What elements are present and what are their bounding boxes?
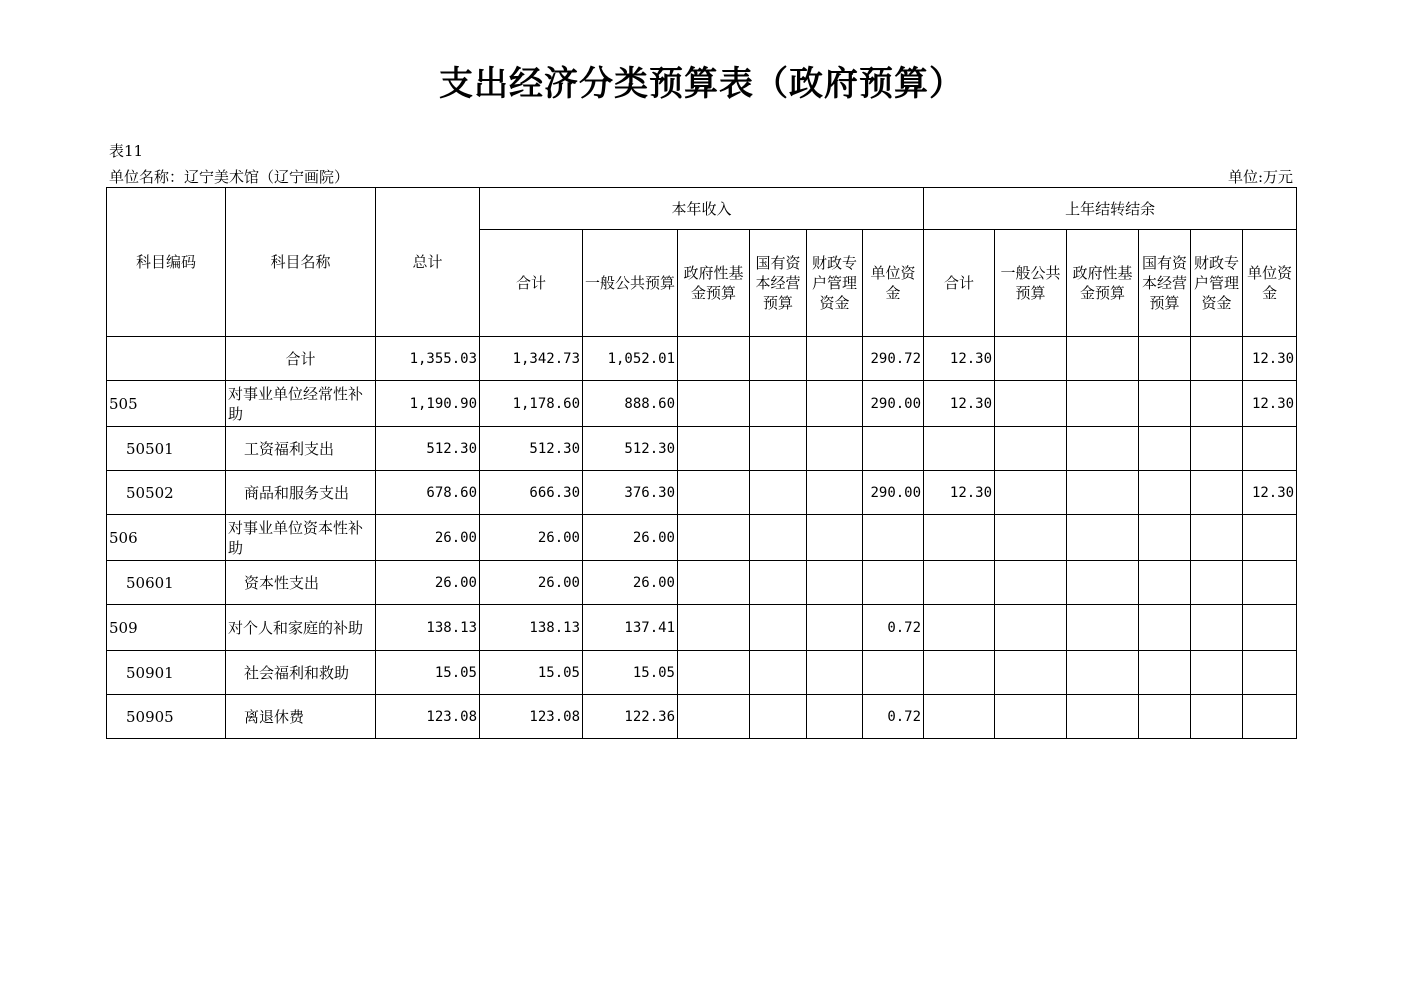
row-cy-total: 123.08 xyxy=(480,695,583,739)
header-cy-special: 财政专户管理资金 xyxy=(807,230,863,337)
row-cy-special xyxy=(807,651,863,695)
table-row xyxy=(107,605,1297,651)
row-cy-general: 376.30 xyxy=(583,471,678,515)
row-cy-state-capital xyxy=(750,337,807,381)
row-cy-unit: 0.72 xyxy=(863,605,924,651)
row-co-general xyxy=(995,561,1067,605)
row-cy-total: 1,178.60 xyxy=(480,381,583,427)
row-cy-state-capital xyxy=(750,381,807,427)
header-co-special: 财政专户管理资金 xyxy=(1191,230,1243,337)
row-co-general xyxy=(995,695,1067,739)
unit-name: 单位名称：辽宁美术馆（辽宁画院） xyxy=(109,168,350,186)
row-cy-total: 26.00 xyxy=(480,515,583,561)
row-name: 社会福利和救助 xyxy=(226,651,376,695)
row-cy-unit xyxy=(863,427,924,471)
row-total: 15.05 xyxy=(376,651,480,695)
row-name: 对事业单位资本性补助 xyxy=(226,515,376,561)
row-co-fund xyxy=(1067,471,1139,515)
row-total: 512.30 xyxy=(376,427,480,471)
row-cy-fund xyxy=(678,515,750,561)
row-cy-unit xyxy=(863,651,924,695)
table-row xyxy=(107,381,1297,427)
row-cy-fund xyxy=(678,561,750,605)
row-co-general xyxy=(995,381,1067,427)
row-cy-state-capital xyxy=(750,471,807,515)
row-cy-fund xyxy=(678,605,750,651)
header-co-fund: 政府性基金预算 xyxy=(1067,230,1139,337)
row-co-state-capital xyxy=(1139,695,1191,739)
row-name: 对事业单位经常性补助 xyxy=(226,381,376,427)
row-cy-general: 888.60 xyxy=(583,381,678,427)
row-cy-special xyxy=(807,515,863,561)
row-code: 506 xyxy=(107,515,226,561)
row-cy-fund xyxy=(678,427,750,471)
row-cy-total: 666.30 xyxy=(480,471,583,515)
row-cy-fund xyxy=(678,695,750,739)
row-co-fund xyxy=(1067,515,1139,561)
row-cy-general: 26.00 xyxy=(583,515,678,561)
row-co-state-capital xyxy=(1139,471,1191,515)
table-row xyxy=(107,695,1297,739)
row-co-state-capital xyxy=(1139,605,1191,651)
row-cy-total: 138.13 xyxy=(480,605,583,651)
row-cy-state-capital xyxy=(750,427,807,471)
row-name: 离退休费 xyxy=(226,695,376,739)
row-total: 138.13 xyxy=(376,605,480,651)
header-carryover: 上年结转结余 xyxy=(924,188,1297,230)
row-co-state-capital xyxy=(1139,651,1191,695)
row-co-unit xyxy=(1243,427,1297,471)
table-row xyxy=(107,561,1297,605)
row-cy-unit xyxy=(863,561,924,605)
row-co-special xyxy=(1191,427,1243,471)
row-co-general xyxy=(995,515,1067,561)
row-cy-general: 512.30 xyxy=(583,427,678,471)
row-co-special xyxy=(1191,337,1243,381)
row-cy-state-capital xyxy=(750,515,807,561)
row-co-total xyxy=(924,695,995,739)
row-co-fund xyxy=(1067,381,1139,427)
row-co-total xyxy=(924,561,995,605)
row-co-total xyxy=(924,515,995,561)
row-name: 资本性支出 xyxy=(226,561,376,605)
row-total: 26.00 xyxy=(376,515,480,561)
table-row xyxy=(107,337,1297,381)
row-cy-special xyxy=(807,695,863,739)
row-co-state-capital xyxy=(1139,337,1191,381)
header-name: 科目名称 xyxy=(226,188,376,337)
header-current-year: 本年收入 xyxy=(480,188,924,230)
row-co-fund xyxy=(1067,651,1139,695)
row-co-total: 12.30 xyxy=(924,337,995,381)
row-co-state-capital xyxy=(1139,381,1191,427)
row-cy-special xyxy=(807,427,863,471)
row-co-total xyxy=(924,427,995,471)
row-cy-unit: 0.72 xyxy=(863,695,924,739)
header-cy-total: 合计 xyxy=(480,230,583,337)
row-co-special xyxy=(1191,651,1243,695)
row-co-general xyxy=(995,427,1067,471)
table-row xyxy=(107,427,1297,471)
row-co-state-capital xyxy=(1139,515,1191,561)
page-title: 支出经济分类预算表（政府预算） xyxy=(439,64,964,104)
header-co-total: 合计 xyxy=(924,230,995,337)
row-cy-unit: 290.00 xyxy=(863,381,924,427)
row-cy-total: 26.00 xyxy=(480,561,583,605)
row-co-general xyxy=(995,337,1067,381)
row-cy-state-capital xyxy=(750,651,807,695)
row-co-special xyxy=(1191,605,1243,651)
row-cy-state-capital xyxy=(750,695,807,739)
row-co-special xyxy=(1191,561,1243,605)
row-co-total: 12.30 xyxy=(924,471,995,515)
row-cy-unit: 290.00 xyxy=(863,471,924,515)
row-cy-total: 512.30 xyxy=(480,427,583,471)
row-cy-special xyxy=(807,605,863,651)
row-co-fund xyxy=(1067,605,1139,651)
row-co-unit: 12.30 xyxy=(1243,381,1297,427)
row-code: 50502 xyxy=(107,471,226,515)
header-code: 科目编码 xyxy=(107,188,226,337)
row-cy-total: 1,342.73 xyxy=(480,337,583,381)
row-cy-special xyxy=(807,381,863,427)
row-cy-fund xyxy=(678,337,750,381)
row-code: 50901 xyxy=(107,651,226,695)
row-cy-special xyxy=(807,337,863,381)
row-co-unit xyxy=(1243,605,1297,651)
row-total: 1,190.90 xyxy=(376,381,480,427)
header-cy-general: 一般公共预算 xyxy=(583,230,678,337)
row-code: 50905 xyxy=(107,695,226,739)
row-code: 509 xyxy=(107,605,226,651)
row-co-total xyxy=(924,651,995,695)
row-cy-general: 122.36 xyxy=(583,695,678,739)
row-cy-fund xyxy=(678,471,750,515)
row-name: 对个人和家庭的补助 xyxy=(226,605,376,651)
table-row xyxy=(107,651,1297,695)
row-co-state-capital xyxy=(1139,427,1191,471)
row-co-special xyxy=(1191,471,1243,515)
row-co-fund xyxy=(1067,427,1139,471)
row-total: 678.60 xyxy=(376,471,480,515)
row-co-special xyxy=(1191,695,1243,739)
row-code: 50601 xyxy=(107,561,226,605)
row-name: 工资福利支出 xyxy=(226,427,376,471)
header-cy-state-capital: 国有资本经营预算 xyxy=(750,230,807,337)
row-total: 123.08 xyxy=(376,695,480,739)
currency-unit: 单位:万元 xyxy=(1227,168,1293,186)
row-cy-state-capital xyxy=(750,605,807,651)
row-co-fund xyxy=(1067,695,1139,739)
row-cy-fund xyxy=(678,651,750,695)
table-row xyxy=(107,471,1297,515)
row-total: 26.00 xyxy=(376,561,480,605)
row-co-unit xyxy=(1243,561,1297,605)
row-cy-total: 15.05 xyxy=(480,651,583,695)
table-row xyxy=(107,515,1297,561)
row-cy-general: 137.41 xyxy=(583,605,678,651)
row-co-unit xyxy=(1243,651,1297,695)
header-cy-unit: 单位资金 xyxy=(863,230,924,337)
row-co-general xyxy=(995,471,1067,515)
row-cy-general: 26.00 xyxy=(583,561,678,605)
row-co-fund xyxy=(1067,337,1139,381)
row-cy-state-capital xyxy=(750,561,807,605)
header-cy-fund: 政府性基金预算 xyxy=(678,230,750,337)
header-co-unit: 单位资金 xyxy=(1243,230,1297,337)
row-co-unit xyxy=(1243,695,1297,739)
row-cy-unit xyxy=(863,515,924,561)
row-co-fund xyxy=(1067,561,1139,605)
row-co-special xyxy=(1191,381,1243,427)
row-name: 商品和服务支出 xyxy=(226,471,376,515)
row-cy-unit: 290.72 xyxy=(863,337,924,381)
row-cy-special xyxy=(807,471,863,515)
row-co-total: 12.30 xyxy=(924,381,995,427)
row-cy-fund xyxy=(678,381,750,427)
row-code: 50501 xyxy=(107,427,226,471)
row-co-special xyxy=(1191,515,1243,561)
row-total: 1,355.03 xyxy=(376,337,480,381)
row-co-general xyxy=(995,651,1067,695)
row-code xyxy=(107,337,226,381)
row-co-general xyxy=(995,605,1067,651)
header-co-general: 一般公共预算 xyxy=(995,230,1067,337)
row-co-unit xyxy=(1243,515,1297,561)
table-number: 表11 xyxy=(109,142,144,160)
budget-table xyxy=(106,187,1297,739)
row-co-total xyxy=(924,605,995,651)
row-co-unit: 12.30 xyxy=(1243,337,1297,381)
row-co-unit: 12.30 xyxy=(1243,471,1297,515)
row-co-state-capital xyxy=(1139,561,1191,605)
row-name: 合计 xyxy=(226,337,376,381)
row-cy-general: 1,052.01 xyxy=(583,337,678,381)
row-cy-special xyxy=(807,561,863,605)
header-co-state-capital: 国有资本经营预算 xyxy=(1139,230,1191,337)
row-code: 505 xyxy=(107,381,226,427)
row-cy-general: 15.05 xyxy=(583,651,678,695)
header-total: 总计 xyxy=(376,188,480,337)
